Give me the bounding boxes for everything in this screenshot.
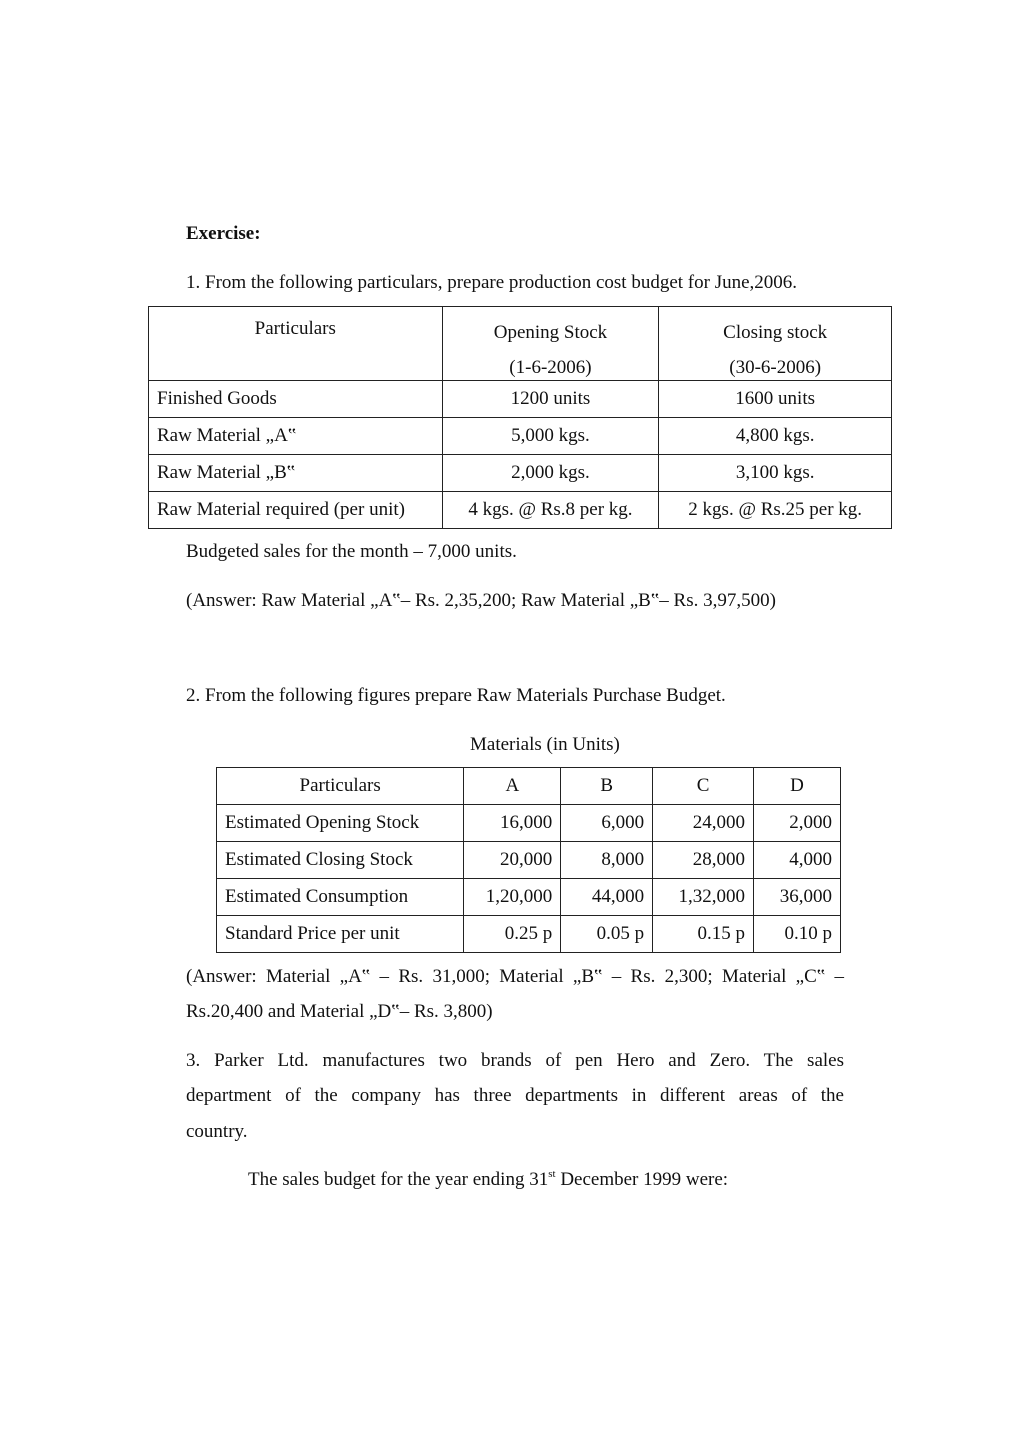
row-label: Raw Material „A‟ [149, 418, 443, 455]
header-opening-stock [442, 307, 659, 381]
question-1-answer: (Answer: Raw Material „A‟– Rs. 2,35,200; Raw Material „B‟– Rs. 3,97,500) [186, 590, 776, 611]
row-label: Raw Material „B‟ [149, 455, 443, 492]
sales-budget-post: December 1999 were: [555, 1169, 729, 1190]
cell-a: 0.25 p [464, 916, 561, 953]
table-row [217, 879, 841, 916]
budgeted-sales-text: Budgeted sales for the month – 7,000 units. [186, 541, 517, 562]
header-c: C [653, 768, 754, 805]
row-closing: 3,100 kgs. [659, 455, 892, 492]
cell-d: 36,000 [754, 879, 841, 916]
cell-a: 1,20,000 [464, 879, 561, 916]
row-opening: 1200 units [442, 381, 659, 418]
question-2-answer-line1: (Answer: Material „A‟ – Rs. 31,000; Material „B‟ – Rs. 2,300; Material „C‟ – [186, 966, 844, 987]
header-closing-stock [659, 307, 892, 381]
production-stock-table [148, 306, 892, 529]
table-row [149, 418, 892, 455]
question-3-line1: 3. Parker Ltd. manufactures two brands of pen Hero and Zero. The sales [186, 1050, 844, 1071]
question-2-text: 2. From the following figures prepare Raw Materials Purchase Budget. [186, 685, 726, 706]
materials-caption: Materials (in Units) [470, 734, 620, 755]
header-opening-line1: Opening Stock [493, 322, 608, 343]
cell-b: 8,000 [561, 842, 653, 879]
header-particulars [149, 307, 443, 381]
cell-c: 28,000 [653, 842, 754, 879]
materials-purchase-table [216, 767, 841, 953]
table-row [217, 842, 841, 879]
cell-c: 24,000 [653, 805, 754, 842]
cell-d: 2,000 [754, 805, 841, 842]
cell-c: 0.15 p [653, 916, 754, 953]
cell-d: 0.10 p [754, 916, 841, 953]
header-closing-line1: Closing stock [723, 322, 828, 343]
sales-budget-intro [248, 1169, 728, 1191]
cell-b: 6,000 [561, 805, 653, 842]
row-opening: 4 kgs. @ Rs.8 per kg. [442, 492, 659, 529]
cell-b: 44,000 [561, 879, 653, 916]
header-closing-line2: (30-6-2006) [729, 357, 822, 378]
header-particulars-text: Particulars [254, 318, 336, 339]
table-header-row [217, 768, 841, 805]
header-particulars: Particulars [217, 768, 464, 805]
cell-b: 0.05 p [561, 916, 653, 953]
row-label: Finished Goods [149, 381, 443, 418]
table-row [217, 916, 841, 953]
table-row [149, 381, 892, 418]
cell-a: 20,000 [464, 842, 561, 879]
header-opening-line2: (1-6-2006) [509, 357, 592, 378]
question-3-line2: department of the company has three departments in different areas of the [186, 1085, 844, 1106]
cell-d: 4,000 [754, 842, 841, 879]
sales-budget-pre: The sales budget for the year ending 31 [248, 1169, 549, 1190]
header-a: A [464, 768, 561, 805]
row-label: Standard Price per unit [217, 916, 464, 953]
table-row [149, 492, 892, 529]
ordinal-suffix: st [548, 1168, 556, 1180]
header-d: D [754, 768, 841, 805]
question-3-line3: country. [186, 1121, 248, 1142]
row-opening: 5,000 kgs. [442, 418, 659, 455]
row-closing: 1600 units [659, 381, 892, 418]
table-header-row [149, 307, 892, 381]
row-label: Estimated Closing Stock [217, 842, 464, 879]
header-b: B [561, 768, 653, 805]
row-label: Estimated Consumption [217, 879, 464, 916]
row-closing: 4,800 kgs. [659, 418, 892, 455]
row-label: Raw Material required (per unit) [149, 492, 443, 529]
exercise-heading: Exercise: [186, 223, 261, 244]
question-1-text: 1. From the following particulars, prepare production cost budget for June,2006. [186, 272, 798, 293]
table-row [149, 455, 892, 492]
table-row [217, 805, 841, 842]
row-closing: 2 kgs. @ Rs.25 per kg. [659, 492, 892, 529]
row-label: Estimated Opening Stock [217, 805, 464, 842]
cell-a: 16,000 [464, 805, 561, 842]
cell-c: 1,32,000 [653, 879, 754, 916]
row-opening: 2,000 kgs. [442, 455, 659, 492]
question-2-answer-line2: Rs.20,400 and Material „D‟– Rs. 3,800) [186, 1001, 493, 1022]
